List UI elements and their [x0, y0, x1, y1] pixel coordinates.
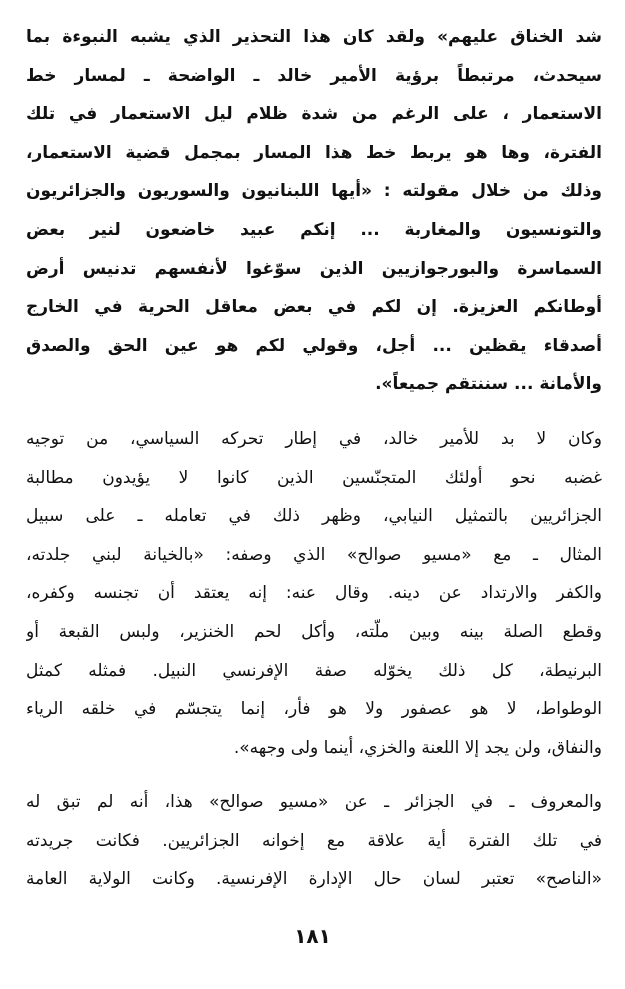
paragraph-3: [26, 783, 602, 899]
text-line: الاستعمار ، على الرغم من شدة ظلام ليل الاستعمار في تلك: [26, 104, 602, 125]
text-line: وذلك من خلال مقولته : «أيها اللبنانيون والسوريون والجزائريون: [26, 181, 602, 202]
text-line: الجزائريين بالتمثيل النيابي، وظهر ذلك في تعامله ـ على سبيل: [26, 506, 602, 527]
paragraph-1: [26, 18, 602, 404]
text-line: وقطع الصلة بينه وبين ملّته، وأكل لحم الخنزير، ولبس القبعة أو: [26, 621, 602, 642]
text-line: في تلك الفترة أية علاقة مع إخوانه الجزائريين. فكانت جريدته: [26, 830, 602, 851]
text-line: الفترة، وها هو يربط خط هذا المسار بمجمل قضية الاستعمار،: [26, 142, 602, 163]
text-line: الوطواط، لا هو عصفور ولا هو فأر، إنما يتجسّم في خلقه الرياء: [26, 699, 602, 720]
text-line: والمعروف ـ في الجزائر ـ عن «مسيو صوالح» هذا، أنه لم تبق له: [26, 792, 602, 813]
text-line: شد الخناق عليهم» ولقد كان هذا التحذير الذي يشبه النبوءة بما: [26, 27, 602, 47]
page-number: ١٨١: [294, 924, 331, 948]
text-line: السماسرة والبورجوازيين الذين سوّغوا لأنفسهم تدنيس أرض: [26, 258, 602, 279]
text-line: والأمانة ... سننتقم جميعاً».: [375, 374, 602, 395]
text-line: غضبه نحو أولئك المتجنّسين الذين كانوا لا يؤيدون مطالبة: [26, 467, 602, 488]
text-line: البرنيطة، كل ذلك يخوّله صفة الإفرنسي النبيل. فمثله كمثل: [26, 660, 602, 681]
text-line: المثال ـ مع «مسيو صوالح» الذي وصفه: «بالخيانة لبني جلدته،: [26, 544, 602, 565]
text-line: والتونسيون والمغاربة ... إنكم عبيد خاضعون لنير بعض: [26, 219, 602, 240]
text-line: والنفاق، ولن يجد إلا اللعنة والخزي، أينما ولى وجهه».: [233, 737, 602, 758]
text-line: أوطانكم العزيزة. إن لكم في بعض معاقل الحرية في الخارج: [26, 297, 602, 318]
text-line: سيحدث، مرتبطاً برؤية الأمير خالد ـ الواضحة ـ لمسار خط: [26, 65, 602, 86]
text-line: «الناصح» تعتبر لسان حال الإدارة الإفرنسية. وكانت الولاية العامة: [26, 869, 602, 890]
paragraph-2: [26, 420, 602, 767]
book-page: [26, 18, 602, 899]
text-line: أصدقاء يقظين ... أجل، وقولي لكم هو عين الحق والصدق: [26, 335, 602, 356]
text-line: وكان لا بد للأمير خالد، في إطار تحركه السياسي، من توجيه: [26, 428, 602, 449]
text-line: والكفر والارتداد عن دينه. وقال عنه: إنه يعتقد أن تجنسه وكفره،: [26, 583, 602, 604]
